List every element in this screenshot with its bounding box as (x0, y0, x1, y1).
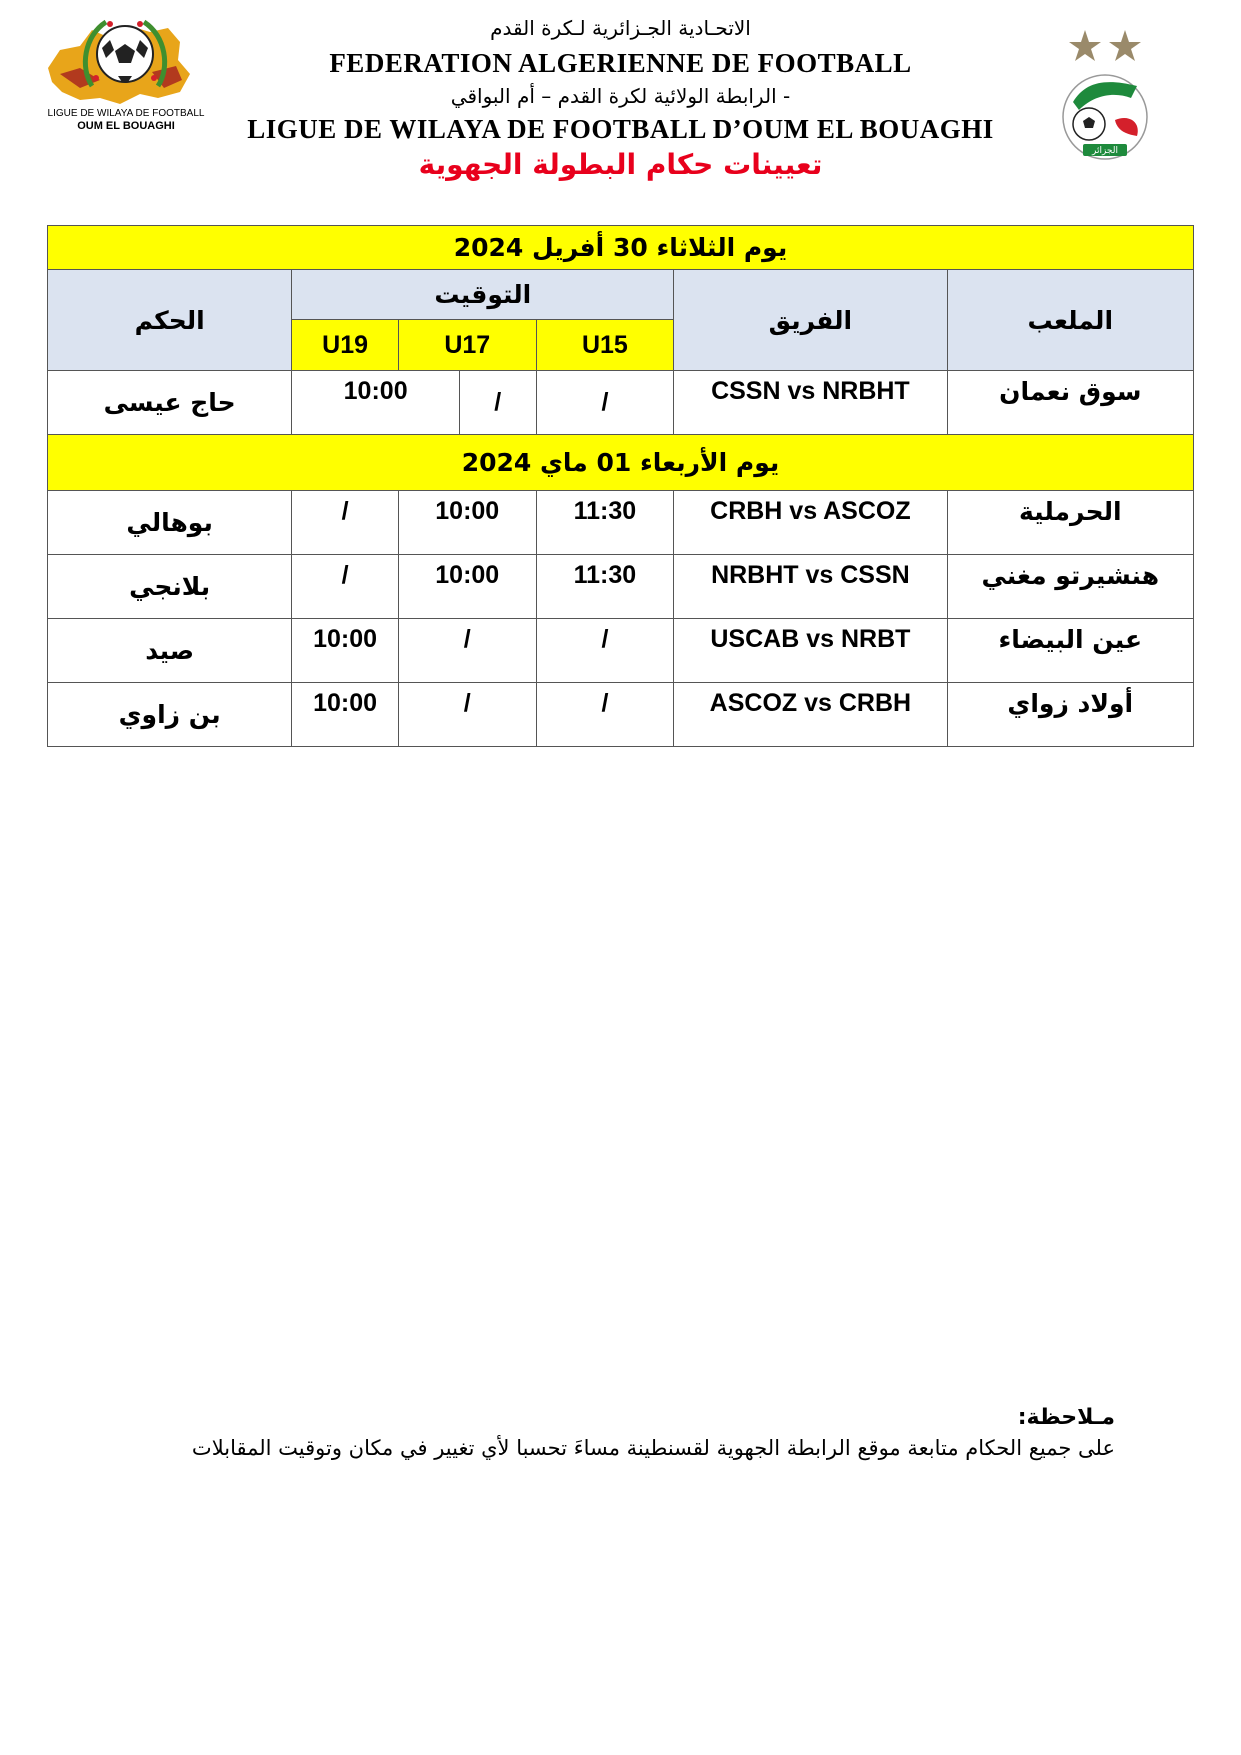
french-federation-name: FEDERATION ALGERIENNE DE FOOTBALL (329, 48, 912, 78)
team-header: الفريق (674, 270, 947, 371)
match-cell: CSSN vs NRBHT (674, 371, 947, 435)
category-u17: U17 (398, 320, 536, 371)
referee-cell: بن زاوي (48, 683, 292, 747)
referee-assignments-table (47, 225, 1194, 747)
league-logo-line1: LIGUE DE WILAYA DE FOOTBALL (47, 108, 205, 119)
u15-time-cell: / (536, 683, 674, 747)
arabic-league-name: الرابطة الولائية لكرة القدم – أم البواقي - (450, 84, 791, 108)
stadium-cell: هنشيرتو مغني (947, 555, 1193, 619)
u19-time-cell: / (292, 491, 399, 555)
faf-logo-caption: الجزائر (1092, 146, 1118, 156)
stadium-cell: الحرملية (947, 491, 1193, 555)
day-label: يوم الثلاثاء 30 أفريل 2024 (48, 226, 1194, 270)
table-row (48, 683, 1194, 747)
arabic-federation-name: الاتحـادية الجـزائرية لـكرة القدم (490, 16, 751, 40)
referee-cell: بوهالي (48, 491, 292, 555)
u19-time-cell: / (292, 555, 399, 619)
stadium-header: الملعب (947, 270, 1193, 371)
note-section (0, 1405, 1115, 1460)
timing-header: التوقيت (292, 270, 674, 320)
u15-time-cell: 11:30 (536, 555, 674, 619)
stadium-cell: سوق نعمان (947, 371, 1193, 435)
referee-cell: حاج عيسى (48, 371, 292, 435)
u17-time-cell: 10:00 (398, 555, 536, 619)
page-title: تعيينات حكام البطولة الجهوية (418, 148, 823, 181)
day-row (48, 226, 1194, 270)
u19-time-cell: 10:00 (292, 683, 399, 747)
note-body: على جميع الحكام متابعة موقع الرابطة الجهوية لقسنطينة مساءَ تحسبا لأي تغيير في مكان وتوقيت المقابلات (191, 1436, 1115, 1460)
stadium-cell: أولاد زواي (947, 683, 1193, 747)
u17-time-cell: / (398, 619, 536, 683)
referee-cell: بلانجي (48, 555, 292, 619)
u17-time-cell: / (398, 683, 536, 747)
table-row (48, 491, 1194, 555)
u19-time-cell: 10:00 (292, 371, 460, 435)
match-cell: NRBHT vs CSSN (674, 555, 947, 619)
u17-time-cell: 10:00 (398, 491, 536, 555)
day-label: يوم الأربعاء 01 ماي 2024 (48, 435, 1194, 491)
day-row (48, 435, 1194, 491)
stadium-cell: عين البيضاء (947, 619, 1193, 683)
match-cell: CRBH vs ASCOZ (674, 491, 947, 555)
match-cell: USCAB vs NRBT (674, 619, 947, 683)
table-row (48, 619, 1194, 683)
league-logo-line2: OUM EL BOUAGHI (77, 120, 175, 132)
document-header (0, 0, 1241, 200)
u15-time-cell: / (536, 371, 674, 435)
table-row (48, 371, 1194, 435)
u15-time-cell: 11:30 (536, 491, 674, 555)
u19-time-cell: 10:00 (292, 619, 399, 683)
category-u15: U15 (536, 320, 674, 371)
u15-time-cell: / (536, 619, 674, 683)
table-row (48, 555, 1194, 619)
category-u19: U19 (292, 320, 399, 371)
u17-time-cell: / (459, 371, 536, 435)
referee-cell: صيد (48, 619, 292, 683)
referee-header: الحكم (48, 270, 292, 371)
faf-logo-icon (1045, 22, 1165, 162)
match-cell: ASCOZ vs CRBH (674, 683, 947, 747)
note-title: مـلاحظة: (1017, 1405, 1115, 1430)
table-header-row (48, 270, 1194, 320)
french-league-name: LIGUE DE WILAYA DE FOOTBALL D’OUM EL BOUAGHI (247, 114, 994, 144)
